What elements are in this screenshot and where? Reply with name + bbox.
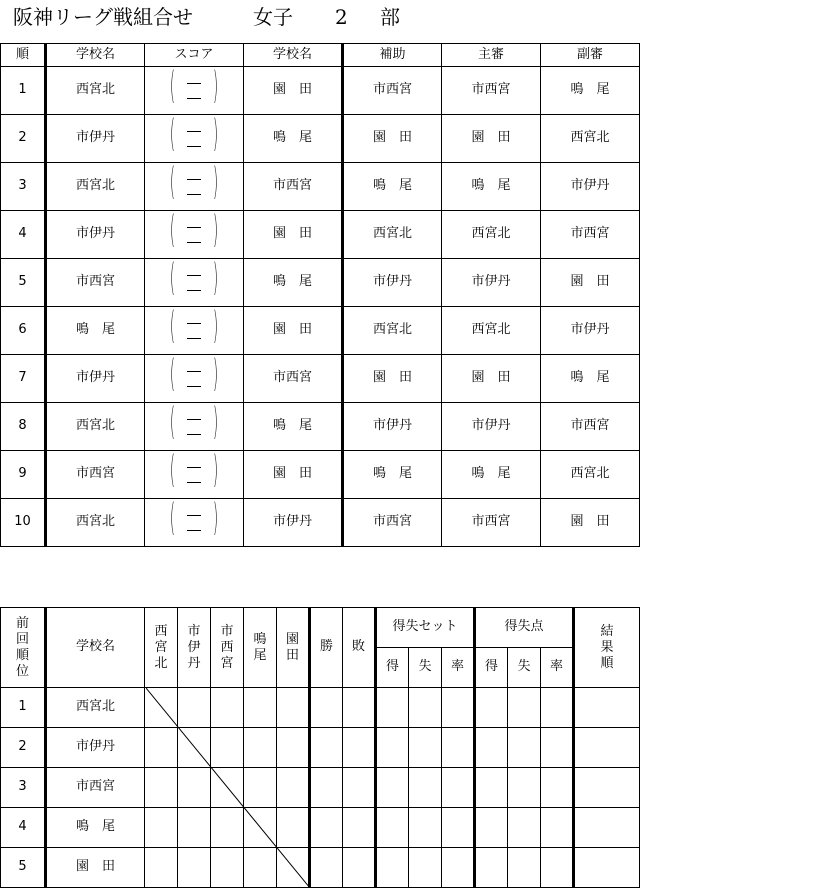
left-bracket: ( [169, 257, 175, 302]
left-bracket: ( [169, 113, 175, 158]
score-brackets [145, 67, 243, 114]
result-vs-1 [145, 808, 178, 848]
previous-rank: 2 [1, 728, 46, 768]
score-dash-bottom [187, 98, 201, 99]
standings-row [1, 688, 640, 728]
right-bracket: ) [213, 65, 219, 110]
referee: 鳴 尾 [442, 163, 541, 211]
points-won [475, 768, 508, 808]
header-losses: 敗 [343, 608, 376, 688]
team-a: 西宮北 [46, 163, 145, 211]
points-lost [508, 768, 541, 808]
losses [343, 808, 376, 848]
result-vs-2 [178, 688, 211, 728]
team-a: 西宮北 [46, 67, 145, 115]
school-name: 西宮北 [46, 688, 145, 728]
schedule-row [1, 403, 640, 451]
losses [343, 768, 376, 808]
result-vs-5 [277, 808, 310, 848]
team-a: 西宮北 [46, 403, 145, 451]
result-vs-4 [244, 688, 277, 728]
match-order: 1 [1, 67, 46, 115]
score-dash-bottom [187, 146, 201, 147]
referee: 市西宮 [442, 499, 541, 547]
score-dash-bottom [187, 338, 201, 339]
result-vs-5 [277, 768, 310, 808]
team-a: 市伊丹 [46, 115, 145, 163]
sets-lost [409, 728, 442, 768]
header-opp-4: 鳴尾 [244, 608, 277, 688]
sets-won [376, 688, 409, 728]
sets-ratio [442, 808, 475, 848]
sets-won-header: 得 [376, 648, 409, 688]
points-won-header: 得 [475, 648, 508, 688]
result-vs-4 [244, 808, 277, 848]
standings-table [0, 607, 640, 888]
right-bracket: ) [213, 257, 219, 302]
score-brackets [145, 163, 243, 210]
sets-won [376, 768, 409, 808]
points-lost [508, 688, 541, 728]
points-lost [508, 728, 541, 768]
points-lost [508, 808, 541, 848]
sub-referee: 市伊丹 [541, 307, 640, 355]
result-vs-3 [211, 728, 244, 768]
right-bracket: ) [213, 401, 219, 446]
header-sets: 得失セット [376, 608, 475, 648]
referee: 西宮北 [442, 307, 541, 355]
points-won [475, 808, 508, 848]
header-school: 学校名 [46, 608, 145, 688]
sets-lost [409, 688, 442, 728]
previous-rank: 4 [1, 808, 46, 848]
schedule-row [1, 211, 640, 259]
team-b: 園 田 [244, 307, 343, 355]
left-bracket: ( [169, 401, 175, 446]
score-brackets [145, 259, 243, 306]
sets-won [376, 808, 409, 848]
header-sub-referee: 副審 [541, 44, 640, 67]
left-bracket: ( [169, 497, 175, 542]
score-dash-top [187, 323, 201, 324]
assist: 市西宮 [343, 499, 442, 547]
schedule-row [1, 307, 640, 355]
header-result-rank: 結果順 [574, 608, 640, 688]
result-vs-3 [211, 688, 244, 728]
team-b: 鳴 尾 [244, 259, 343, 307]
schedule-table [0, 43, 640, 547]
result-vs-4 [244, 728, 277, 768]
right-bracket: ) [213, 209, 219, 254]
right-bracket: ) [213, 449, 219, 494]
referee: 園 田 [442, 115, 541, 163]
schedule-row [1, 259, 640, 307]
wins [310, 688, 343, 728]
team-b: 園 田 [244, 211, 343, 259]
header-referee: 主審 [442, 44, 541, 67]
referee: 市伊丹 [442, 259, 541, 307]
losses [343, 728, 376, 768]
match-order: 3 [1, 163, 46, 211]
assist: 市伊丹 [343, 403, 442, 451]
score-dash-top [187, 515, 201, 516]
sets-ratio [442, 768, 475, 808]
assist: 西宮北 [343, 211, 442, 259]
score-cell [145, 499, 244, 547]
points-ratio [541, 808, 574, 848]
right-bracket: ) [213, 305, 219, 350]
score-dash-bottom [187, 194, 201, 195]
points-lost-header: 失 [508, 648, 541, 688]
result-vs-2 [178, 848, 211, 888]
previous-rank: 3 [1, 768, 46, 808]
left-bracket: ( [169, 209, 175, 254]
schedule-row [1, 499, 640, 547]
team-b: 園 田 [244, 451, 343, 499]
sets-lost [409, 768, 442, 808]
sets-won [376, 728, 409, 768]
score-cell [145, 451, 244, 499]
sets-lost-header: 失 [409, 648, 442, 688]
header-opp-1: 西宮北 [145, 608, 178, 688]
result-vs-5 [277, 848, 310, 888]
points-ratio-header: 率 [541, 648, 574, 688]
result-vs-1 [145, 688, 178, 728]
result-rank [574, 688, 640, 728]
right-bracket: ) [213, 353, 219, 398]
referee: 鳴 尾 [442, 451, 541, 499]
sets-lost [409, 808, 442, 848]
assist: 市西宮 [343, 67, 442, 115]
points-ratio [541, 728, 574, 768]
result-vs-3 [211, 768, 244, 808]
points-won [475, 848, 508, 888]
right-bracket: ) [213, 161, 219, 206]
match-order: 6 [1, 307, 46, 355]
header-school-b: 学校名 [244, 44, 343, 67]
assist: 市伊丹 [343, 259, 442, 307]
score-brackets [145, 115, 243, 162]
match-order: 9 [1, 451, 46, 499]
match-order: 5 [1, 259, 46, 307]
points-ratio [541, 848, 574, 888]
points-ratio [541, 768, 574, 808]
standings-row [1, 808, 640, 848]
score-cell [145, 163, 244, 211]
sub-referee: 市伊丹 [541, 163, 640, 211]
match-order: 7 [1, 355, 46, 403]
header-order: 順 [1, 44, 46, 67]
result-vs-4 [244, 768, 277, 808]
score-dash-bottom [187, 386, 201, 387]
result-vs-4 [244, 848, 277, 888]
match-order: 4 [1, 211, 46, 259]
score-dash-bottom [187, 434, 201, 435]
wins [310, 848, 343, 888]
left-bracket: ( [169, 305, 175, 350]
score-cell [145, 307, 244, 355]
points-won [475, 688, 508, 728]
header-school-a: 学校名 [46, 44, 145, 67]
title-main: 阪神リーグ戦組合せ [13, 5, 193, 29]
left-bracket: ( [169, 161, 175, 206]
assist: 園 田 [343, 115, 442, 163]
assist: 園 田 [343, 355, 442, 403]
sets-ratio-header: 率 [442, 648, 475, 688]
sets-ratio [442, 688, 475, 728]
score-dash-bottom [187, 530, 201, 531]
wins [310, 728, 343, 768]
assist: 鳴 尾 [343, 163, 442, 211]
sets-ratio [442, 848, 475, 888]
sets-ratio [442, 728, 475, 768]
referee: 園 田 [442, 355, 541, 403]
team-b: 鳴 尾 [244, 115, 343, 163]
sub-referee: 市西宮 [541, 403, 640, 451]
wins [310, 768, 343, 808]
result-vs-1 [145, 768, 178, 808]
score-brackets [145, 307, 243, 354]
sub-referee: 園 田 [541, 499, 640, 547]
result-vs-3 [211, 848, 244, 888]
school-name: 園 田 [46, 848, 145, 888]
left-bracket: ( [169, 449, 175, 494]
schedule-row [1, 115, 640, 163]
score-cell [145, 115, 244, 163]
left-bracket: ( [169, 65, 175, 110]
score-dash-top [187, 179, 201, 180]
sub-referee: 市西宮 [541, 211, 640, 259]
sets-won [376, 848, 409, 888]
referee: 市伊丹 [442, 403, 541, 451]
points-lost [508, 848, 541, 888]
result-rank [574, 808, 640, 848]
assist: 鳴 尾 [343, 451, 442, 499]
score-dash-top [187, 275, 201, 276]
title-division-suffix: 部 [380, 5, 400, 29]
result-vs-5 [277, 728, 310, 768]
score-dash-bottom [187, 482, 201, 483]
score-dash-bottom [187, 290, 201, 291]
team-b: 市西宮 [244, 355, 343, 403]
points-ratio [541, 688, 574, 728]
header-opp-5: 園田 [277, 608, 310, 688]
left-bracket: ( [169, 353, 175, 398]
result-rank [574, 848, 640, 888]
score-brackets [145, 211, 243, 258]
sets-lost [409, 848, 442, 888]
standings-row [1, 768, 640, 808]
score-brackets [145, 355, 243, 402]
header-score: スコア [145, 44, 244, 67]
team-a: 鳴 尾 [46, 307, 145, 355]
score-dash-top [187, 83, 201, 84]
schedule-header-row [1, 44, 640, 67]
result-rank [574, 728, 640, 768]
team-a: 市伊丹 [46, 355, 145, 403]
score-cell [145, 403, 244, 451]
schedule-row [1, 67, 640, 115]
result-vs-5 [277, 688, 310, 728]
score-dash-top [187, 131, 201, 132]
header-previous-rank: 前回順位 [1, 608, 46, 688]
points-won [475, 728, 508, 768]
header-opp-2: 市伊丹 [178, 608, 211, 688]
losses [343, 848, 376, 888]
header-points: 得失点 [475, 608, 574, 648]
schedule-row [1, 355, 640, 403]
team-b: 園 田 [244, 67, 343, 115]
result-vs-2 [178, 768, 211, 808]
team-b: 市伊丹 [244, 499, 343, 547]
result-vs-1 [145, 848, 178, 888]
score-cell [145, 355, 244, 403]
team-a: 市伊丹 [46, 211, 145, 259]
score-dash-top [187, 227, 201, 228]
standings-row [1, 848, 640, 888]
referee: 市西宮 [442, 67, 541, 115]
team-b: 市西宮 [244, 163, 343, 211]
result-vs-2 [178, 728, 211, 768]
standings-header-row [1, 608, 640, 648]
result-rank [574, 768, 640, 808]
header-assist: 補助 [343, 44, 442, 67]
match-order: 10 [1, 499, 46, 547]
standings-row [1, 728, 640, 768]
team-a: 市西宮 [46, 451, 145, 499]
header-opp-3: 市西宮 [211, 608, 244, 688]
sub-referee: 鳴 尾 [541, 355, 640, 403]
schedule-row [1, 163, 640, 211]
score-dash-bottom [187, 242, 201, 243]
sub-referee: 鳴 尾 [541, 67, 640, 115]
score-cell [145, 259, 244, 307]
referee: 西宮北 [442, 211, 541, 259]
score-dash-top [187, 467, 201, 468]
score-dash-top [187, 371, 201, 372]
schedule-row [1, 451, 640, 499]
sub-referee: 園 田 [541, 259, 640, 307]
score-brackets [145, 403, 243, 450]
score-dash-top [187, 419, 201, 420]
result-vs-3 [211, 808, 244, 848]
school-name: 市伊丹 [46, 728, 145, 768]
school-name: 市西宮 [46, 768, 145, 808]
sub-referee: 西宮北 [541, 451, 640, 499]
score-cell [145, 211, 244, 259]
right-bracket: ) [213, 113, 219, 158]
score-brackets [145, 451, 243, 498]
team-b: 鳴 尾 [244, 403, 343, 451]
result-vs-2 [178, 808, 211, 848]
result-vs-1 [145, 728, 178, 768]
losses [343, 688, 376, 728]
school-name: 鳴 尾 [46, 808, 145, 848]
assist: 西宮北 [343, 307, 442, 355]
sub-referee: 西宮北 [541, 115, 640, 163]
score-brackets [145, 499, 243, 546]
right-bracket: ) [213, 497, 219, 542]
title-gender: 女子 [253, 5, 293, 29]
title-division-number: 2 [335, 5, 348, 29]
team-a: 市西宮 [46, 259, 145, 307]
previous-rank: 5 [1, 848, 46, 888]
score-cell [145, 67, 244, 115]
match-order: 2 [1, 115, 46, 163]
header-wins: 勝 [310, 608, 343, 688]
previous-rank: 1 [1, 688, 46, 728]
match-order: 8 [1, 403, 46, 451]
wins [310, 808, 343, 848]
team-a: 西宮北 [46, 499, 145, 547]
